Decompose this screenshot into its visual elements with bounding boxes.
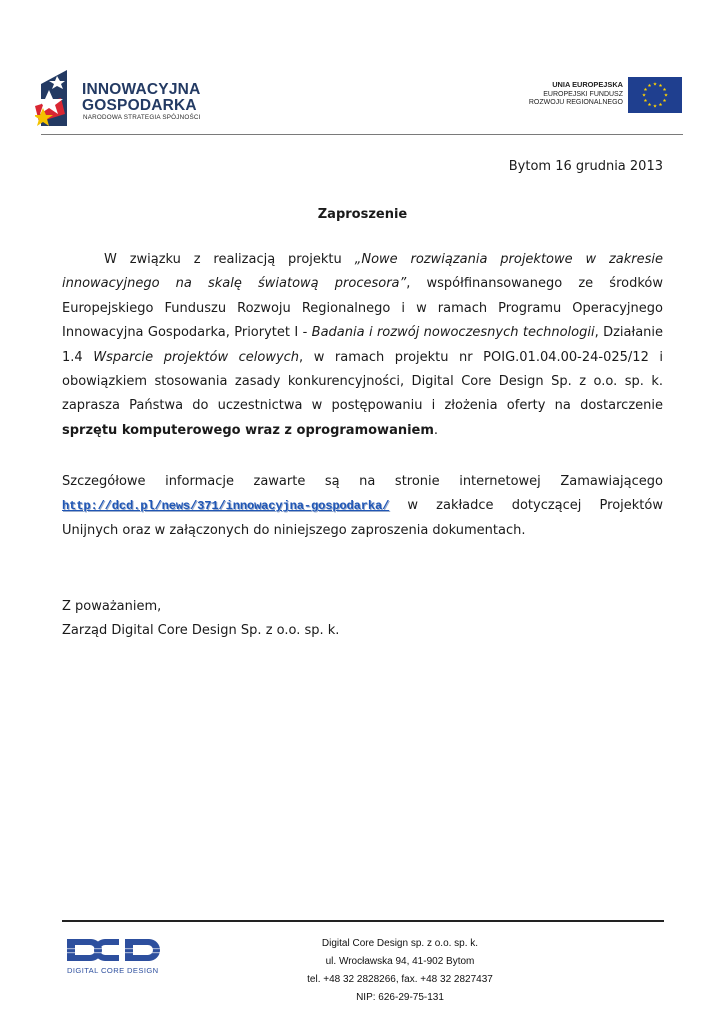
paragraph-details <box>62 470 663 543</box>
footer-company: Digital Core Design sp. z o.o. sp. k. <box>321 938 479 949</box>
eu-star-icon <box>648 84 652 87</box>
eu-star-icon <box>653 82 657 85</box>
eu-star-icon <box>642 93 646 96</box>
footer-nip: NIP: 626-29-75-131 <box>356 992 444 1003</box>
eu-star-icon <box>653 104 657 107</box>
footer-contact-block <box>250 935 550 1007</box>
eu-star-icon <box>659 84 663 87</box>
footer-address: ul. Wrocławska 94, 41-902 Bytom <box>325 956 475 967</box>
document-title: Zaproszenie <box>317 207 408 222</box>
dcd-logo-icon <box>67 937 175 965</box>
footer-phone: tel. +48 32 2828266, fax. +48 32 2827437 <box>307 974 493 985</box>
eu-line3: ROZWOJU REGIONALNEGO <box>528 99 623 107</box>
priority-name-italic: Badania i rozwój nowoczesnych technologii <box>311 325 595 341</box>
innowacyjna-gospodarka-logo <box>35 68 235 130</box>
para1-text-3: , Działanie 1.4 <box>62 325 664 365</box>
para1-text-1: W związku z realizacją projektu <box>104 252 355 267</box>
para1-text-4: , w ramach projektu nr POIG.01.04.00-24-025/12 i obowiązkiem stosowania zasady konkurencyjności, Digital Core Design Sp. z o.o. sp. k. zaprasza Państwa do uczestnictwa w postępowaniu i złożenia oferty na dostarczenie <box>62 349 663 414</box>
closing-greeting: Z poważaniem, <box>62 599 162 614</box>
eu-star-icon <box>663 99 667 102</box>
dcd-logo-caption: DIGITAL CORE DESIGN <box>67 966 159 975</box>
closing-block <box>62 595 339 643</box>
project-name-italic: „Nowe rozwiązania projektowe w zakresie innowacyjnego na skalę światową procesora” <box>62 252 663 292</box>
header-divider <box>41 134 683 135</box>
innowacyjna-gospodarka-emblem-icon <box>35 68 79 130</box>
footer-divider <box>62 920 664 922</box>
eu-logo <box>525 77 685 115</box>
eu-star-icon <box>644 88 648 91</box>
para2-text-2: w zakładce dotyczącej Projektów Unijnych oraz w załączonych do niniejszego zaproszenia dokumentach. <box>62 498 663 538</box>
eu-star-icon <box>664 93 668 96</box>
para1-text-5: . <box>433 422 439 438</box>
eu-text-block <box>529 81 623 108</box>
subject-bold: sprzętu komputerowego wraz z oprogramowaniem <box>62 422 434 438</box>
para2-text-1: Szczegółowe informacje zawarte są na stronie internetowej Zamawiającego <box>62 474 663 489</box>
eu-flag-icon <box>628 77 682 113</box>
para1-text-2: , współfinansowanego ze środków Europejskiego Funduszu Rozwoju Regionalnego i w ramach Programu Operacyjnego Innowacyjna Gospodarka, Priorytet I - <box>62 276 663 341</box>
dcd-logo <box>67 937 177 977</box>
project-news-link[interactable]: http://dcd.pl/news/371/innowacyjna-gospodarka/ <box>62 499 390 514</box>
measure-name-italic: Wsparcie projektów celowych <box>93 349 300 365</box>
date-line: Bytom 16 grudnia 2013 <box>508 159 663 174</box>
paragraph-main <box>62 248 663 443</box>
eu-star-icon <box>659 103 663 106</box>
closing-signature: Zarząd Digital Core Design Sp. z o.o. sp. k. <box>62 623 340 638</box>
eu-star-icon <box>663 88 667 91</box>
logo-title-line1: INNOWACYJNA <box>82 81 201 98</box>
logo-title-line2: GOSPODARKA <box>82 97 197 114</box>
eu-line2: EUROPEJSKI FUNDUSZ <box>543 90 623 98</box>
eu-star-icon <box>644 99 648 102</box>
eu-star-icon <box>648 103 652 106</box>
logo-subtitle: NARODOWA STRATEGIA SPÓJNOŚCI <box>83 114 201 121</box>
eu-line1: UNIA EUROPEJSKA <box>552 80 623 89</box>
